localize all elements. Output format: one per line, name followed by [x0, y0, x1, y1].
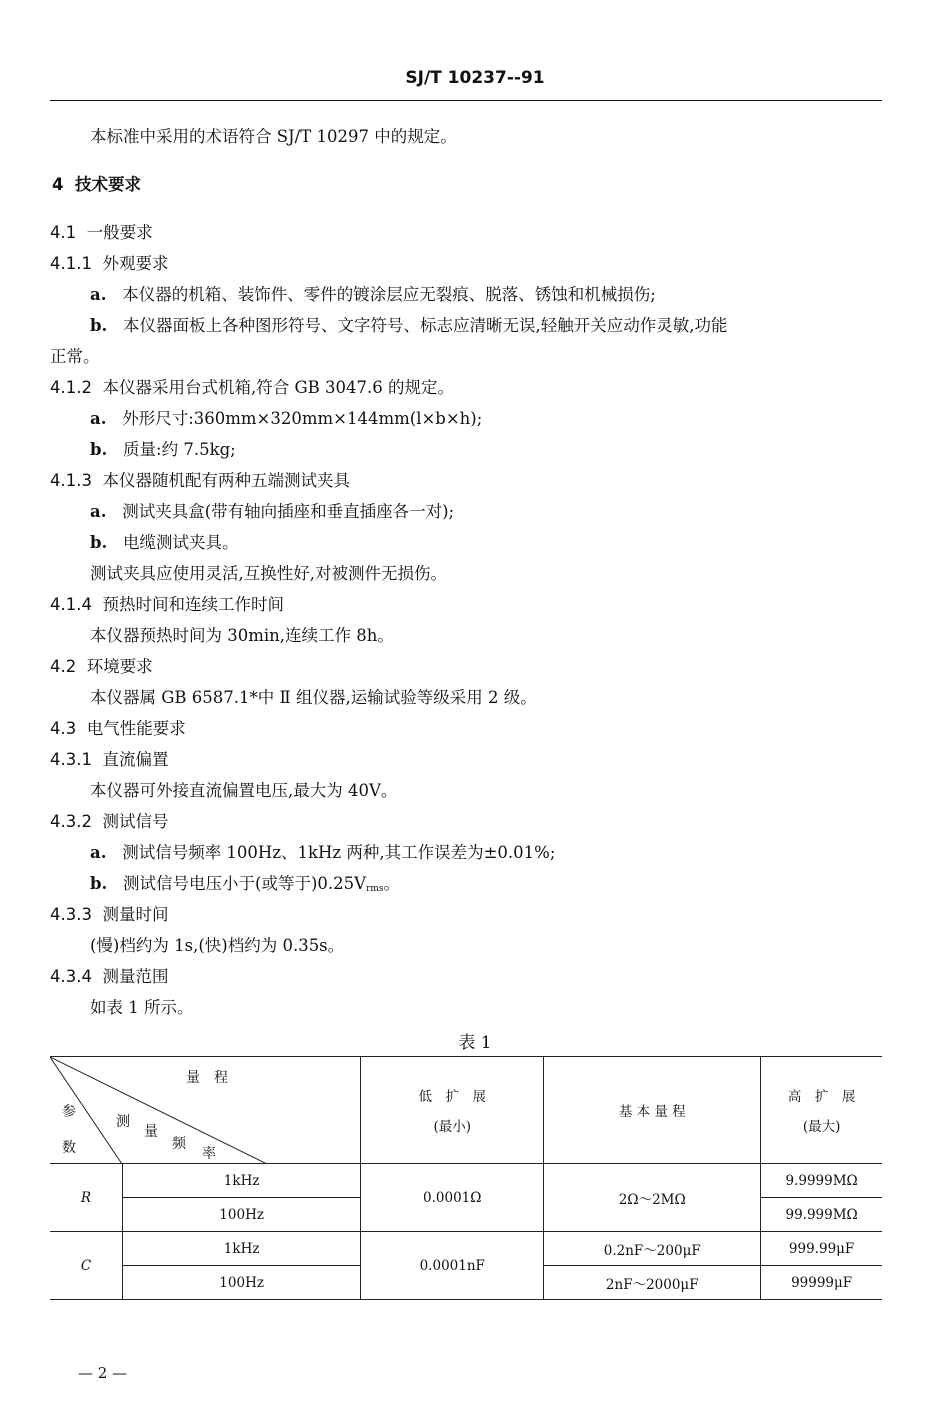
item-4-3-2-b	[90, 874, 400, 899]
section-4-3-2-heading	[50, 812, 168, 832]
item-label: b.	[90, 440, 108, 459]
table-row	[50, 1164, 882, 1198]
section-title: 环境要求	[86, 657, 153, 676]
section-number: 4.3.1	[50, 750, 92, 769]
paragraph-4-3-4: 如表 1 所示。	[90, 998, 194, 1017]
section-number: 4.3	[50, 719, 77, 738]
item-4-3-2-a	[90, 843, 555, 863]
item-4-1-3-b	[90, 533, 239, 553]
section-4-3-1-heading	[50, 750, 168, 770]
item-4-1-2-a	[90, 409, 482, 429]
document-code: SJ/T 10237--91	[405, 68, 545, 88]
paragraph-4-2: 本仪器属 GB 6587.1*中 Ⅱ 组仪器,运输试验等级采用 2 级。	[90, 688, 537, 707]
paragraph-4-3-1: 本仪器可外接直流偏置电压,最大为 40V。	[90, 781, 398, 800]
high-cell: 999.99μF	[761, 1232, 882, 1266]
corner-freq-label-4: 率	[202, 1146, 216, 1162]
subscript-rms: rms	[366, 884, 384, 894]
high-cell: 99999μF	[761, 1266, 882, 1300]
table-caption: 表 1	[458, 1033, 492, 1053]
item-4-1-3-a	[90, 502, 454, 522]
section-title: 测量时间	[102, 905, 169, 924]
item-text: 测试夹具盒(带有轴向插座和垂直插座各一对);	[122, 502, 455, 521]
corner-freq-label-2: 量	[144, 1124, 158, 1140]
section-4-1-1-heading	[50, 254, 168, 274]
item-text: 质量:约 7.5kg;	[123, 440, 236, 459]
header-high-extension	[761, 1057, 882, 1164]
section-number: 4.1.1	[50, 254, 92, 273]
section-title: 预热时间和连续工作时间	[102, 595, 284, 614]
freq-cell: 1kHz	[123, 1232, 361, 1266]
header-low-label: 低 扩 展	[418, 1089, 486, 1105]
header-low-sub: (最小)	[433, 1119, 472, 1135]
section-title: 技术要求	[74, 175, 141, 194]
section-number: 4	[52, 175, 64, 194]
section-4-3-heading	[50, 719, 186, 739]
paragraph-4-3-3: (慢)档约为 1s,(快)档约为 0.35s。	[90, 936, 345, 955]
section-4-1-2-heading	[50, 378, 454, 398]
section-number: 4.3.4	[50, 967, 92, 986]
param-cell-c: C	[50, 1232, 123, 1300]
item-label: a.	[90, 409, 107, 428]
header-high-label: 高 扩 展	[787, 1089, 856, 1105]
item-label: b.	[90, 874, 108, 893]
item-text: 测试信号频率 100Hz、1kHz 两种,其工作误差为±0.01%;	[122, 843, 556, 862]
section-title: 本仪器采用台式机箱,符合 GB 3047.6 的规定。	[102, 378, 455, 397]
freq-cell: 1kHz	[123, 1164, 361, 1198]
freq-cell: 100Hz	[123, 1198, 361, 1232]
section-4-3-3-heading	[50, 905, 168, 925]
corner-param-label: 参	[62, 1104, 76, 1120]
section-number: 4.3.2	[50, 812, 92, 831]
section-4-1-4-heading	[50, 595, 284, 615]
basic-cell-r: 2Ω～2MΩ	[544, 1164, 761, 1232]
item-4-1-2-b	[90, 440, 236, 460]
section-number: 4.3.3	[50, 905, 92, 924]
item-label: a.	[90, 843, 107, 862]
item-text: 电缆测试夹具。	[123, 533, 239, 552]
section-4-2-heading	[50, 657, 153, 677]
header-basic-range: 基 本 量 程	[544, 1057, 761, 1164]
table-corner-cell	[50, 1057, 361, 1164]
low-cell-r: 0.0001Ω	[361, 1164, 544, 1232]
section-number: 4.1.3	[50, 471, 92, 490]
section-title: 外观要求	[102, 254, 169, 273]
section-number: 4.1.4	[50, 595, 92, 614]
section-4-3-4-heading	[50, 967, 168, 987]
table-header-row	[50, 1057, 882, 1164]
section-title: 测量范围	[102, 967, 169, 986]
corner-range-label: 量 程	[186, 1070, 228, 1086]
intro-text: 本标准中采用的术语符合 SJ/T 10297 中的规定。	[90, 127, 457, 146]
item-4-1-1-b-continued: 正常。	[50, 347, 100, 366]
section-title: 一般要求	[86, 223, 153, 242]
section-number: 4.2	[50, 657, 77, 676]
section-4-1-heading	[50, 223, 153, 243]
item-text: 测试信号电压小于(或等于)0.25V	[123, 874, 367, 893]
basic-cell: 0.2nF～200μF	[544, 1232, 761, 1266]
item-text: 本仪器的机箱、装饰件、零件的镀涂层应无裂痕、脱落、锈蚀和机械损伤;	[122, 285, 656, 304]
diagonal-lines	[50, 1057, 267, 1164]
item-4-1-1-a	[90, 285, 656, 305]
item-4-1-1-b	[90, 316, 728, 336]
section-4-heading	[52, 175, 141, 195]
item-text: 本仪器面板上各种图形符号、文字符号、标志应清晰无误,轻触开关应动作灵敏,功能	[123, 316, 728, 335]
section-4-1-3-heading	[50, 471, 350, 491]
section-number: 4.1.2	[50, 378, 92, 397]
item-text: 外形尺寸:360mm×320mm×144mm(l×b×h);	[122, 409, 483, 428]
paragraph-4-1-3: 测试夹具应使用灵活,互换性好,对被测件无损伤。	[90, 564, 447, 583]
header-high-sub: (最大)	[802, 1119, 841, 1135]
section-title: 测试信号	[102, 812, 169, 831]
section-number: 4.1	[50, 223, 77, 242]
freq-cell: 100Hz	[123, 1266, 361, 1300]
item-label: a.	[90, 502, 107, 521]
section-title: 直流偏置	[102, 750, 169, 769]
param-cell-r: R	[50, 1164, 123, 1232]
basic-cell: 2nF～2000μF	[544, 1266, 761, 1300]
measurement-range-table	[50, 1056, 882, 1300]
corner-param-label-2: 数	[62, 1140, 76, 1156]
header-low-extension	[361, 1057, 544, 1164]
corner-freq-label-3: 频	[172, 1136, 186, 1152]
table-row	[50, 1232, 882, 1266]
item-label: a.	[90, 285, 107, 304]
high-cell: 99.999MΩ	[761, 1198, 882, 1232]
item-label: b.	[90, 533, 108, 552]
section-title: 电气性能要求	[86, 719, 186, 738]
section-title: 本仪器随机配有两种五端测试夹具	[102, 471, 350, 490]
header-rule	[50, 100, 882, 101]
low-cell-c: 0.0001nF	[361, 1232, 544, 1300]
item-label: b.	[90, 316, 108, 335]
high-cell: 9.9999MΩ	[761, 1164, 882, 1198]
page-number: — 2 —	[78, 1364, 128, 1382]
item-end: 。	[383, 874, 401, 893]
corner-freq-label-1: 测	[116, 1114, 130, 1130]
paragraph-4-1-4: 本仪器预热时间为 30min,连续工作 8h。	[90, 626, 394, 645]
